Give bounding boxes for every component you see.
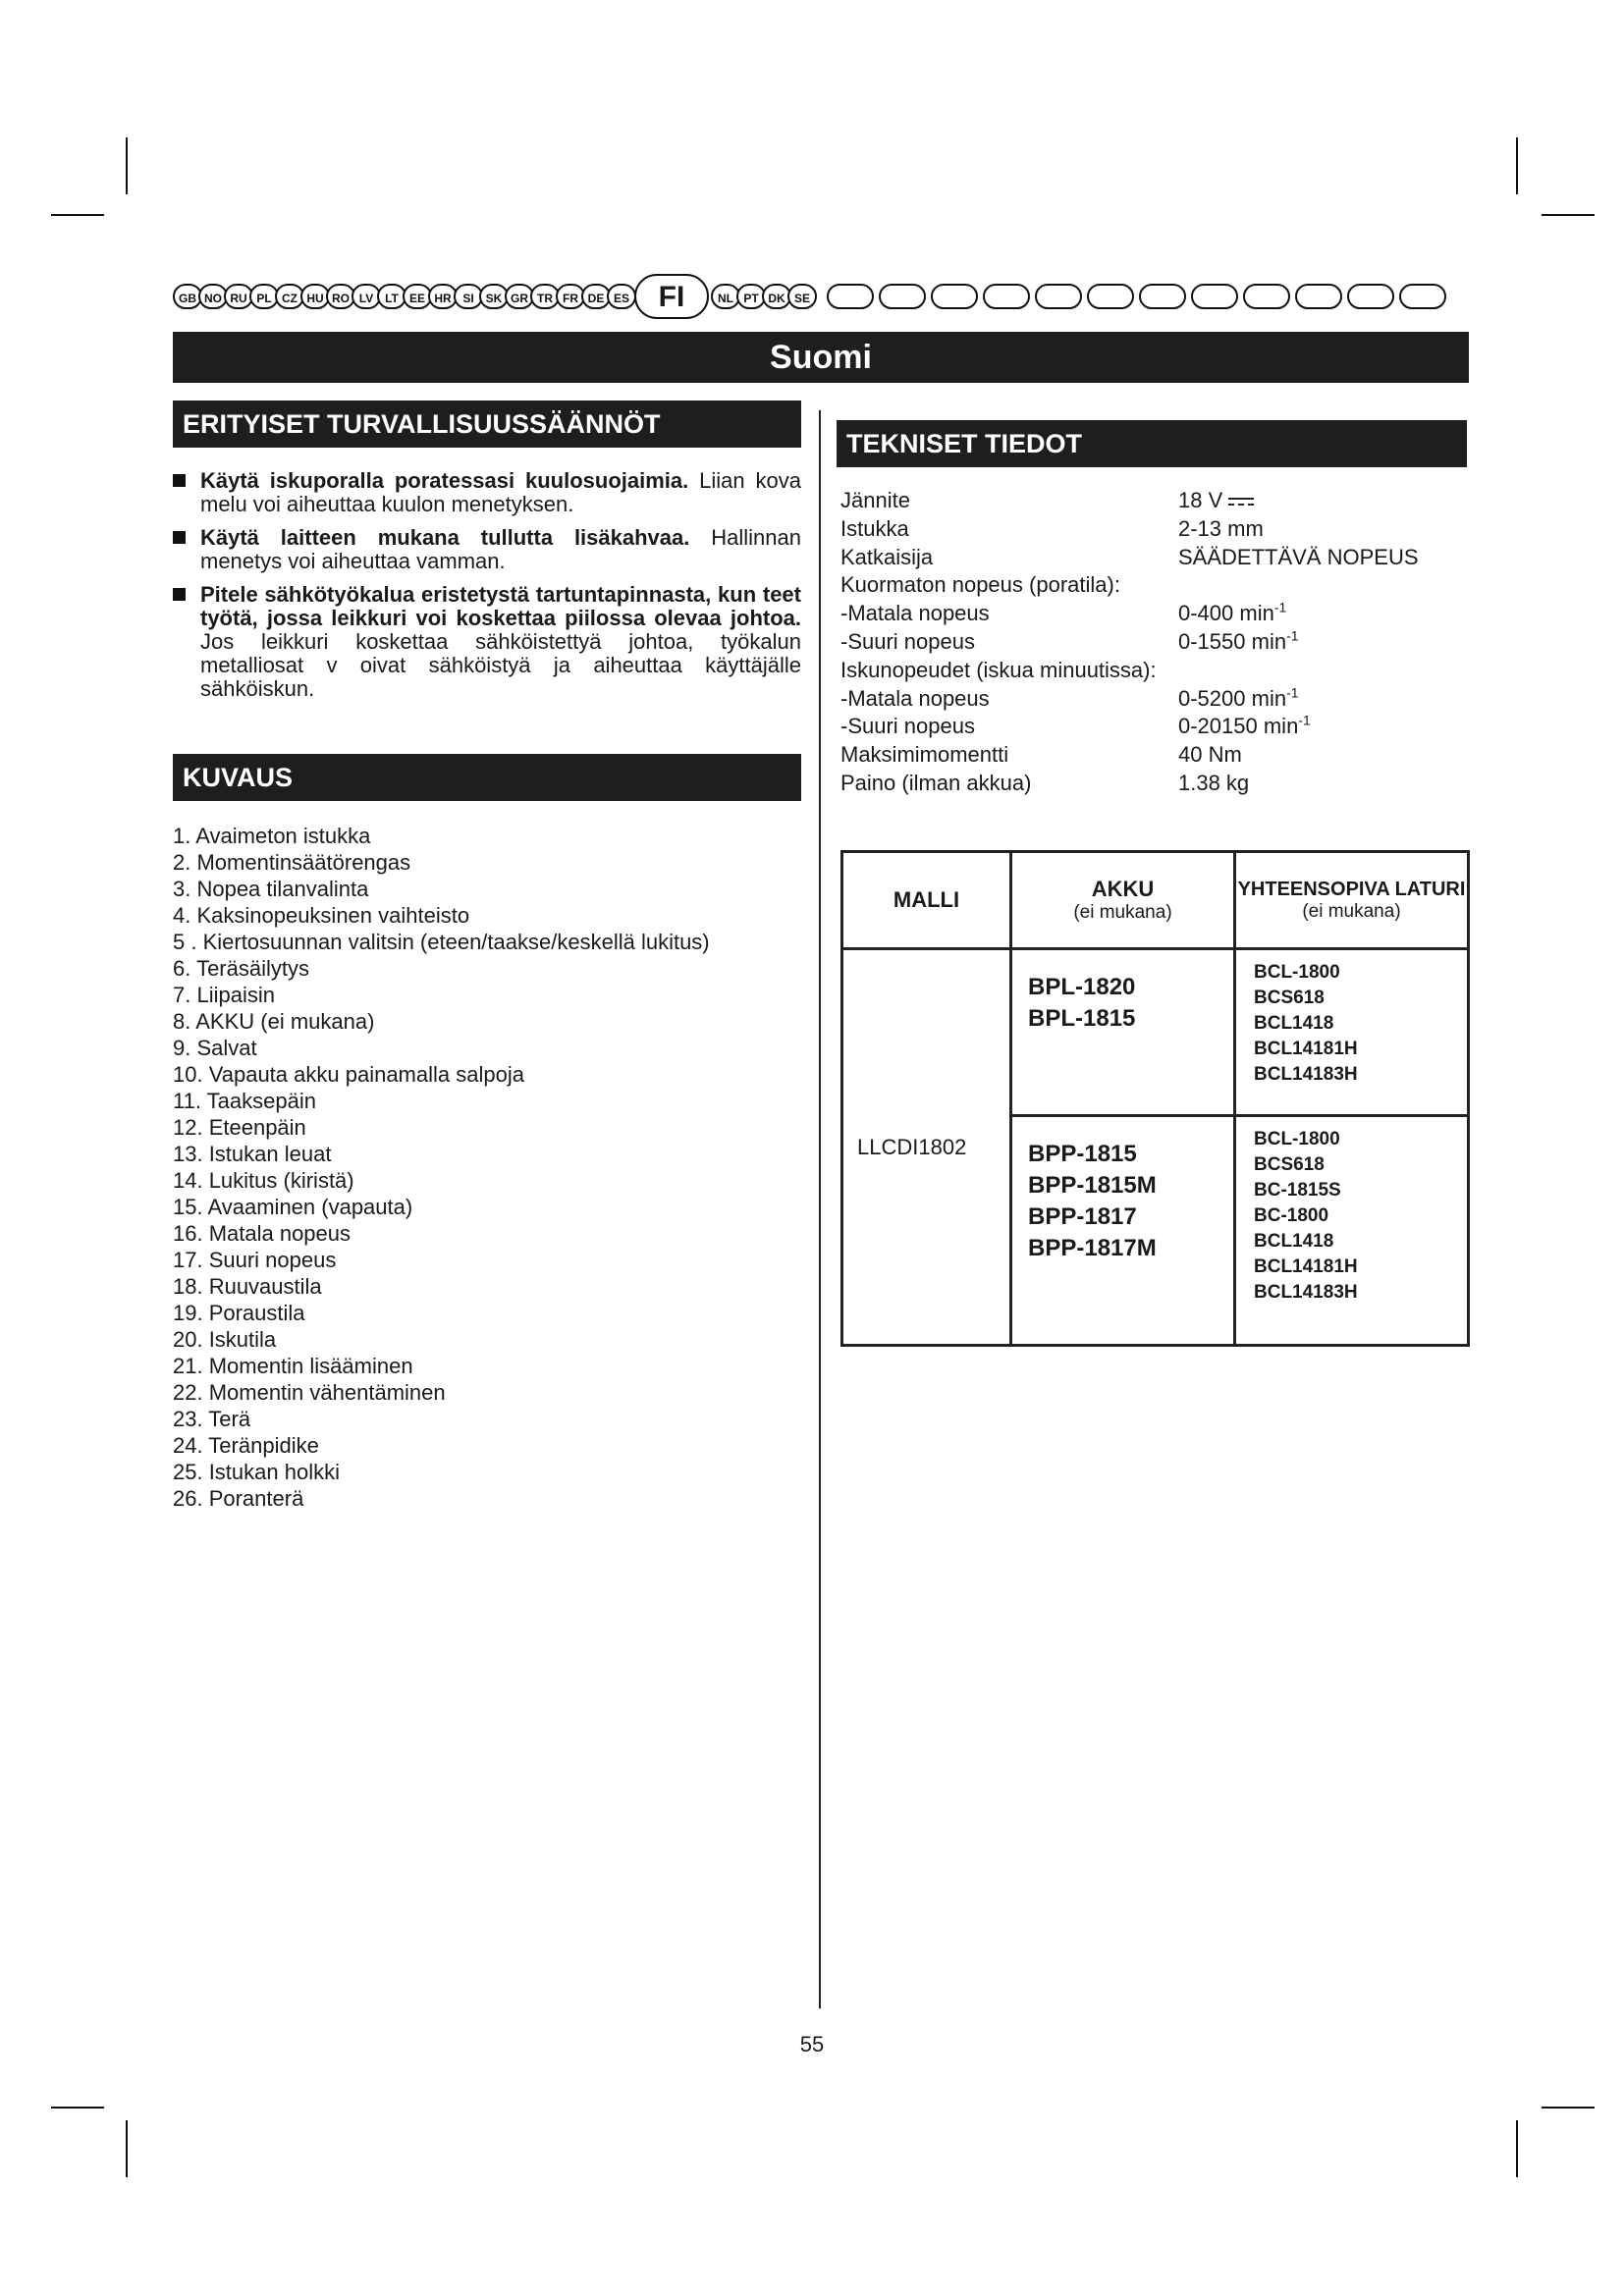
list-item: 18. Ruuvaustila (173, 1274, 322, 1299)
spec-label: Maksimimomentti (840, 742, 1009, 768)
list-item: 19. Poraustila (173, 1301, 305, 1325)
safety-rule (173, 526, 801, 573)
list-item: 13. Istukan leuat (173, 1142, 332, 1166)
language-tab-empty (1087, 284, 1134, 309)
header-sublabel: (ei mukana) (1073, 902, 1172, 923)
language-tab[interactable]: TR (530, 284, 560, 309)
battery-model: BPP-1817 (1028, 1203, 1137, 1230)
list-item: 2. Momentinsäätörengas (173, 850, 411, 875)
language-tab[interactable]: FR (556, 284, 585, 309)
language-tab[interactable]: NL (711, 284, 740, 309)
crop-mark (51, 214, 104, 216)
spec-value-wrap (1178, 600, 1286, 628)
language-tab-active[interactable]: FI (634, 274, 709, 319)
spec-value: SÄÄDETTÄVÄ NOPEUS (1178, 544, 1419, 569)
list-item: 3. Nopea tilanvalinta (173, 877, 369, 901)
table-header-row (842, 852, 1469, 949)
safety-rule (173, 583, 801, 701)
list-item: 9. Salvat (173, 1036, 257, 1060)
column-divider (819, 410, 821, 2008)
list-item: 4. Kaksinopeuksinen vaihteisto (173, 903, 470, 928)
battery-model: BPP-1815 (1028, 1141, 1137, 1167)
list-item: 21. Momentin lisääminen (173, 1354, 413, 1378)
unit-exponent: -1 (1273, 599, 1287, 615)
list-item: 26. Poranterä (173, 1486, 304, 1511)
unit-exponent: -1 (1286, 627, 1299, 644)
crop-mark (1516, 2120, 1518, 2177)
spec-clutch (840, 544, 1469, 572)
spec-impact-low (840, 685, 1469, 714)
language-tab-empty (1347, 284, 1394, 309)
charger-model: BCL14183H (1254, 1282, 1358, 1303)
charger-model: BCL14181H (1254, 1039, 1358, 1059)
battery-cell (1011, 949, 1235, 1116)
rule-lead: Käytä laitteen mukana tullutta lisäkahvaa. (200, 525, 690, 550)
list-item: 10. Vapauta akku painamalla salpoja (173, 1062, 524, 1087)
charger-model: BCL-1800 (1254, 962, 1340, 983)
rule-lead: Käytä iskuporalla poratessasi kuulosuojaimia. (200, 468, 689, 493)
battery-model: BPL-1815 (1028, 1005, 1136, 1032)
language-tab[interactable]: RO (326, 284, 355, 309)
battery-list (1012, 950, 1233, 1035)
spec-label: -Matala nopeus (840, 601, 990, 626)
language-tab[interactable]: GB (173, 284, 202, 309)
list-item: 17. Suuri nopeus (173, 1248, 337, 1272)
language-tab[interactable]: SI (454, 284, 483, 309)
language-tab-empty (1243, 284, 1290, 309)
spec-label: Jännite (840, 488, 910, 512)
safety-rule (173, 469, 801, 516)
language-tab-empty (1191, 284, 1238, 309)
header-sublabel: (ei mukana) (1302, 901, 1401, 922)
language-tab-empty (879, 284, 926, 309)
language-tab-empty (1139, 284, 1186, 309)
spec-value-wrap (1178, 628, 1299, 657)
charger-model: BCL-1800 (1254, 1129, 1340, 1149)
bullet-icon (173, 588, 186, 601)
battery-model: BPP-1817M (1028, 1235, 1157, 1261)
spec-value-wrap (1178, 685, 1299, 714)
language-tab[interactable]: HR (428, 284, 458, 309)
list-item: 8. AKKU (ei mukana) (173, 1009, 375, 1034)
list-item: 11. Taaksepäin (173, 1089, 316, 1113)
spec-low-speed (840, 600, 1469, 628)
spec-no-load-title (840, 571, 1469, 600)
list-item: 20. Iskutila (173, 1327, 277, 1352)
spec-value: 40 Nm (1178, 742, 1242, 768)
spec-impact-title (840, 657, 1469, 685)
spec-voltage (840, 487, 1469, 515)
header-charger (1235, 852, 1469, 949)
language-tab-empty (931, 284, 978, 309)
list-item: 14. Lukitus (kiristä) (173, 1168, 354, 1193)
list-item: 25. Istukan holkki (173, 1460, 340, 1484)
crop-mark (51, 2107, 104, 2109)
header-label: AKKU (1091, 877, 1155, 901)
spec-label: -Matala nopeus (840, 685, 990, 711)
spec-label: -Suuri nopeus (840, 714, 975, 739)
charger-cell (1235, 1116, 1469, 1346)
language-tab-empty (1399, 284, 1446, 309)
list-item: 7. Liipaisin (173, 983, 275, 1007)
safety-rules (173, 469, 801, 711)
header-model (842, 852, 1011, 949)
model-cell: LLCDI1802 (842, 949, 1011, 1346)
language-tab[interactable]: SK (479, 284, 509, 309)
language-tab[interactable]: HU (300, 284, 330, 309)
charger-cell (1235, 949, 1469, 1116)
crop-mark (1542, 2107, 1595, 2109)
spec-list (840, 487, 1469, 798)
language-tab[interactable]: LV (352, 284, 381, 309)
rule-lead: Pitele sähkötyökalua eristetystä tartuntapinnasta, kun teet työtä, jossa leikkuri voi koskettaa piilossa olevaa johtoa. (200, 582, 801, 630)
language-tab-empty (827, 284, 874, 309)
rule-text: Liian kova melu voi aiheuttaa kuulon menetyksen. (200, 468, 801, 516)
language-tab-empty (983, 284, 1030, 309)
battery-model: BPL-1820 (1028, 974, 1136, 1000)
page-title: Suomi (173, 332, 1469, 383)
spec-impact-high (840, 713, 1469, 741)
spec-value: 0-1550 min (1178, 628, 1287, 654)
crop-mark (1516, 137, 1518, 194)
charger-model: BC-1815S (1254, 1180, 1341, 1201)
specs-heading: TEKNISET TIEDOT (837, 420, 1467, 467)
bullet-icon (173, 531, 186, 544)
language-tab[interactable]: GR (505, 284, 534, 309)
list-item: 22. Momentin vähentäminen (173, 1380, 446, 1405)
rule-text: Jos leikkuri koskettaa sähköistettyä johtoa, työkalun metalliosat v oivat sähköistyä ja aiheuttaa käyttäjälle sähköiskun. (200, 629, 801, 701)
language-tab[interactable]: CZ (275, 284, 304, 309)
language-tab[interactable]: EE (403, 284, 432, 309)
list-item: 23. Terä (173, 1407, 251, 1431)
language-tab[interactable]: NO (198, 284, 228, 309)
charger-list (1236, 1117, 1467, 1315)
dc-current-icon (1228, 496, 1254, 507)
language-tab[interactable]: SE (787, 284, 817, 309)
battery-list (1012, 1117, 1233, 1264)
spec-value: 0-5200 min (1178, 685, 1287, 711)
language-bar (173, 280, 1469, 315)
spec-value: 2-13 mm (1178, 515, 1264, 541)
language-tab[interactable]: PL (249, 284, 279, 309)
charger-model: BCL1418 (1254, 1231, 1334, 1252)
language-tab[interactable]: DE (581, 284, 611, 309)
charger-list (1236, 950, 1467, 1097)
spec-label: Paino (ilman akkua) (840, 770, 1032, 795)
spec-subtitle: Kuormaton nopeus (poratila): (840, 572, 1120, 598)
language-tab[interactable]: DK (762, 284, 791, 309)
language-tab-empty (1035, 284, 1082, 309)
list-item: 24. Teränpidike (173, 1433, 319, 1458)
spec-label: -Suuri nopeus (840, 628, 975, 654)
description-heading: KUVAUS (173, 754, 801, 801)
battery-cell (1011, 1116, 1235, 1346)
charger-model: BCL1418 (1254, 1013, 1334, 1034)
crop-mark (1542, 214, 1595, 216)
battery-model: BPP-1815M (1028, 1172, 1157, 1199)
spec-chuck (840, 515, 1469, 544)
language-tab[interactable]: PT (736, 284, 766, 309)
crop-mark (126, 2120, 128, 2177)
spec-value: 0-400 min (1178, 601, 1274, 626)
bullet-icon (173, 474, 186, 487)
spec-max-torque (840, 741, 1469, 770)
spec-value: 0-20150 min (1178, 714, 1299, 739)
list-item: 5 . Kiertosuunnan valitsin (eteen/taakse/keskellä lukitus) (173, 930, 710, 954)
list-item: 1. Avaimeton istukka (173, 824, 371, 848)
charger-model: BCS618 (1254, 1154, 1325, 1175)
list-item: 15. Avaaminen (vapauta) (173, 1195, 413, 1219)
spec-label: Istukka (840, 515, 909, 541)
charger-model: BCL14183H (1254, 1064, 1358, 1085)
spec-value-wrap (1178, 713, 1311, 741)
header-battery (1011, 852, 1235, 949)
description-list (173, 823, 801, 1512)
compatibility-table (840, 850, 1470, 1347)
rule-text: Hallinnan menetys voi aiheuttaa vamman. (200, 525, 801, 573)
crop-mark (126, 137, 128, 194)
list-item: 16. Matala nopeus (173, 1221, 352, 1246)
language-tab[interactable]: LT (377, 284, 406, 309)
table-row (842, 949, 1469, 1116)
list-item: 12. Eteenpäin (173, 1115, 306, 1140)
spec-value: 18 V (1178, 488, 1223, 512)
list-item: 6. Teräsäilytys (173, 956, 309, 981)
header-label: MALLI (893, 887, 960, 912)
charger-model: BCS618 (1254, 988, 1325, 1008)
charger-model: BC-1800 (1254, 1205, 1329, 1226)
spec-weight (840, 770, 1469, 798)
language-tab[interactable]: RU (224, 284, 253, 309)
spec-high-speed (840, 628, 1469, 657)
page-number: 55 (799, 2032, 825, 2056)
language-tab[interactable]: ES (607, 284, 636, 309)
spec-value: 1.38 kg (1178, 770, 1250, 795)
unit-exponent: -1 (1286, 684, 1299, 701)
spec-value-wrap (1178, 487, 1254, 515)
unit-exponent: -1 (1298, 713, 1311, 729)
safety-heading: ERITYISET TURVALLISUUSSÄÄNNÖT (173, 400, 801, 448)
header-label: YHTEENSOPIVA LATURI (1237, 879, 1466, 900)
language-tab-empty (1295, 284, 1342, 309)
spec-label: Katkaisija (840, 544, 934, 569)
charger-model: BCL14181H (1254, 1256, 1358, 1277)
spec-subtitle: Iskunopeudet (iskua minuutissa): (840, 657, 1157, 682)
